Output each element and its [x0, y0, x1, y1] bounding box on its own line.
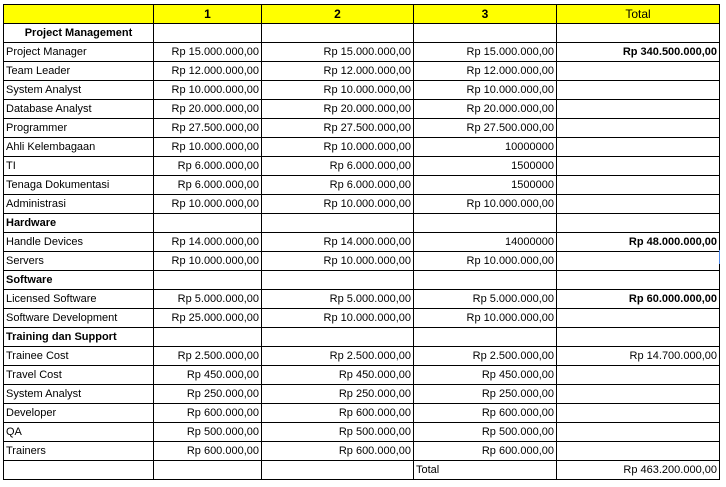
table-row	[4, 81, 720, 100]
table-row	[4, 233, 720, 252]
row-total-cell[interactable]: Rp 340.500.000,00	[557, 43, 720, 62]
value-cell-2[interactable]: Rp 27.500.000,00	[262, 119, 414, 138]
value-cell-3[interactable]: Rp 10.000.000,00	[414, 252, 557, 271]
value-cell-2[interactable]: Rp 20.000.000,00	[262, 100, 414, 119]
section-title[interactable]: Project Management	[4, 24, 154, 43]
row-label-cell[interactable]: Trainee Cost	[4, 347, 154, 366]
row-label-cell[interactable]: Handle Devices	[4, 233, 154, 252]
value-cell-3[interactable]: 1500000	[414, 176, 557, 195]
value-cell-1[interactable]: Rp 2.500.000,00	[154, 347, 262, 366]
value-cell-3[interactable]: Rp 500.000,00	[414, 423, 557, 442]
value-cell-2[interactable]: Rp 6.000.000,00	[262, 176, 414, 195]
row-total-cell[interactable]	[557, 385, 720, 404]
header-row	[4, 5, 720, 24]
empty-cell[interactable]	[262, 24, 414, 43]
value-cell-2[interactable]: Rp 10.000.000,00	[262, 81, 414, 100]
value-cell-2[interactable]: Rp 15.000.000,00	[262, 43, 414, 62]
value-cell-1[interactable]: Rp 25.000.000,00	[154, 309, 262, 328]
row-label-cell[interactable]: Tenaga Dokumentasi	[4, 176, 154, 195]
section-header-row	[4, 24, 720, 43]
cell-selection-marker	[719, 250, 724, 264]
header-cell-2[interactable]: 2	[262, 5, 414, 24]
value-cell-3[interactable]: Rp 27.500.000,00	[414, 119, 557, 138]
row-label-cell[interactable]: System Analyst	[4, 81, 154, 100]
value-cell-3[interactable]: Rp 600.000,00	[414, 404, 557, 423]
table-row	[4, 252, 720, 271]
value-cell-3[interactable]: 1500000	[414, 157, 557, 176]
table-row	[4, 195, 720, 214]
row-total-cell[interactable]	[557, 100, 720, 119]
table-row	[4, 347, 720, 366]
value-cell-2[interactable]: Rp 5.000.000,00	[262, 290, 414, 309]
empty-cell[interactable]	[154, 271, 262, 290]
table-row	[4, 366, 720, 385]
value-cell-2[interactable]: Rp 600.000,00	[262, 404, 414, 423]
value-cell-1[interactable]: Rp 20.000.000,00	[154, 100, 262, 119]
empty-cell[interactable]	[262, 461, 414, 480]
value-cell-2[interactable]: Rp 12.000.000,00	[262, 62, 414, 81]
value-cell-2[interactable]: Rp 500.000,00	[262, 423, 414, 442]
row-total-cell[interactable]	[557, 252, 720, 271]
row-total-cell[interactable]	[557, 309, 720, 328]
row-total-cell[interactable]	[557, 366, 720, 385]
table-row	[4, 442, 720, 461]
empty-cell[interactable]	[557, 271, 720, 290]
section-title[interactable]: Hardware	[4, 214, 154, 233]
value-cell-1[interactable]: Rp 14.000.000,00	[154, 233, 262, 252]
empty-cell[interactable]	[414, 271, 557, 290]
value-cell-2[interactable]: Rp 14.000.000,00	[262, 233, 414, 252]
row-total-cell[interactable]	[557, 157, 720, 176]
row-total-cell[interactable]	[557, 404, 720, 423]
value-cell-1[interactable]: Rp 10.000.000,00	[154, 138, 262, 157]
table-row	[4, 385, 720, 404]
value-cell-3[interactable]: Rp 20.000.000,00	[414, 100, 557, 119]
table-row	[4, 176, 720, 195]
table-row	[4, 404, 720, 423]
row-total-cell[interactable]	[557, 195, 720, 214]
value-cell-3[interactable]: Rp 10.000.000,00	[414, 195, 557, 214]
empty-cell[interactable]	[154, 328, 262, 347]
row-total-cell[interactable]	[557, 138, 720, 157]
empty-cell[interactable]	[414, 24, 557, 43]
value-cell-3[interactable]: Rp 12.000.000,00	[414, 62, 557, 81]
row-label-cell[interactable]: Programmer	[4, 119, 154, 138]
section-header-row	[4, 214, 720, 233]
row-label-cell[interactable]: Ahli Kelembagaan	[4, 138, 154, 157]
value-cell-3[interactable]: Rp 5.000.000,00	[414, 290, 557, 309]
value-cell-1[interactable]: Rp 6.000.000,00	[154, 157, 262, 176]
value-cell-3[interactable]: 14000000	[414, 233, 557, 252]
empty-cell[interactable]	[154, 461, 262, 480]
row-label-cell[interactable]: Project Manager	[4, 43, 154, 62]
row-label-cell[interactable]: Developer	[4, 404, 154, 423]
header-cell-1[interactable]: 1	[154, 5, 262, 24]
section-title[interactable]: Software	[4, 271, 154, 290]
row-total-cell[interactable]: Rp 48.000.000,00	[557, 233, 720, 252]
empty-cell[interactable]	[262, 214, 414, 233]
table-row	[4, 423, 720, 442]
section-header-row	[4, 328, 720, 347]
empty-cell[interactable]	[262, 328, 414, 347]
value-cell-2[interactable]: Rp 450.000,00	[262, 366, 414, 385]
value-cell-2[interactable]: Rp 10.000.000,00	[262, 252, 414, 271]
section-title[interactable]: Training dan Support	[4, 328, 154, 347]
value-cell-2[interactable]: Rp 6.000.000,00	[262, 157, 414, 176]
value-cell-3[interactable]: Rp 15.000.000,00	[414, 43, 557, 62]
row-total-cell[interactable]	[557, 119, 720, 138]
row-label-cell[interactable]: System Analyst	[4, 385, 154, 404]
empty-cell[interactable]	[154, 214, 262, 233]
value-cell-1[interactable]: Rp 10.000.000,00	[154, 81, 262, 100]
value-cell-3[interactable]: Rp 10.000.000,00	[414, 309, 557, 328]
value-cell-2[interactable]: Rp 10.000.000,00	[262, 309, 414, 328]
row-label-cell[interactable]: Administrasi	[4, 195, 154, 214]
empty-cell[interactable]	[557, 24, 720, 43]
row-total-cell[interactable]	[557, 176, 720, 195]
empty-cell[interactable]	[4, 461, 154, 480]
value-cell-3[interactable]: Rp 10.000.000,00	[414, 81, 557, 100]
row-label-cell[interactable]: Servers	[4, 252, 154, 271]
grand-total-value[interactable]: Rp 463.200.000,00	[557, 461, 720, 480]
value-cell-2[interactable]: Rp 10.000.000,00	[262, 138, 414, 157]
table-row	[4, 43, 720, 62]
header-cell-total[interactable]: Total	[557, 5, 720, 24]
value-cell-1[interactable]: Rp 600.000,00	[154, 404, 262, 423]
row-total-cell[interactable]	[557, 423, 720, 442]
table-row	[4, 157, 720, 176]
budget-spreadsheet	[3, 4, 720, 480]
value-cell-2[interactable]: Rp 250.000,00	[262, 385, 414, 404]
row-label-cell[interactable]: Licensed Software	[4, 290, 154, 309]
row-total-cell[interactable]	[557, 442, 720, 461]
value-cell-3[interactable]: Rp 600.000,00	[414, 442, 557, 461]
value-cell-1[interactable]: Rp 27.500.000,00	[154, 119, 262, 138]
row-label-cell[interactable]: Travel Cost	[4, 366, 154, 385]
value-cell-3[interactable]: 10000000	[414, 138, 557, 157]
section-header-row	[4, 271, 720, 290]
empty-cell[interactable]	[414, 214, 557, 233]
row-total-cell[interactable]	[557, 62, 720, 81]
table-row	[4, 119, 720, 138]
value-cell-1[interactable]: Rp 10.000.000,00	[154, 252, 262, 271]
empty-cell[interactable]	[557, 328, 720, 347]
value-cell-1[interactable]: Rp 450.000,00	[154, 366, 262, 385]
row-label-cell[interactable]: Team Leader	[4, 62, 154, 81]
empty-cell[interactable]	[414, 328, 557, 347]
value-cell-1[interactable]: Rp 10.000.000,00	[154, 195, 262, 214]
value-cell-2[interactable]: Rp 10.000.000,00	[262, 195, 414, 214]
table-row	[4, 62, 720, 81]
empty-cell[interactable]	[154, 24, 262, 43]
empty-cell[interactable]	[262, 271, 414, 290]
header-cell-blank[interactable]	[4, 5, 154, 24]
row-label-cell[interactable]: Software Development	[4, 309, 154, 328]
value-cell-2[interactable]: Rp 2.500.000,00	[262, 347, 414, 366]
empty-cell[interactable]	[557, 214, 720, 233]
row-total-cell[interactable]: Rp 60.000.000,00	[557, 290, 720, 309]
row-total-cell[interactable]	[557, 81, 720, 100]
value-cell-1[interactable]: Rp 12.000.000,00	[154, 62, 262, 81]
value-cell-1[interactable]: Rp 5.000.000,00	[154, 290, 262, 309]
value-cell-2[interactable]: Rp 600.000,00	[262, 442, 414, 461]
value-cell-1[interactable]: Rp 600.000,00	[154, 442, 262, 461]
table-row	[4, 290, 720, 309]
value-cell-3[interactable]: Rp 450.000,00	[414, 366, 557, 385]
value-cell-3[interactable]: Rp 2.500.000,00	[414, 347, 557, 366]
value-cell-1[interactable]: Rp 15.000.000,00	[154, 43, 262, 62]
row-label-cell[interactable]: TI	[4, 157, 154, 176]
table-row	[4, 100, 720, 119]
header-cell-3[interactable]: 3	[414, 5, 557, 24]
value-cell-1[interactable]: Rp 6.000.000,00	[154, 176, 262, 195]
row-total-cell[interactable]: Rp 14.700.000,00	[557, 347, 720, 366]
value-cell-1[interactable]: Rp 500.000,00	[154, 423, 262, 442]
value-cell-3[interactable]: Rp 250.000,00	[414, 385, 557, 404]
row-label-cell[interactable]: Trainers	[4, 442, 154, 461]
value-cell-1[interactable]: Rp 250.000,00	[154, 385, 262, 404]
table-row	[4, 309, 720, 328]
spreadsheet-body	[4, 5, 720, 480]
row-label-cell[interactable]: Database Analyst	[4, 100, 154, 119]
row-label-cell[interactable]: QA	[4, 423, 154, 442]
grand-total-row	[4, 461, 720, 480]
table-row	[4, 138, 720, 157]
grand-total-label[interactable]: Total	[414, 461, 557, 480]
